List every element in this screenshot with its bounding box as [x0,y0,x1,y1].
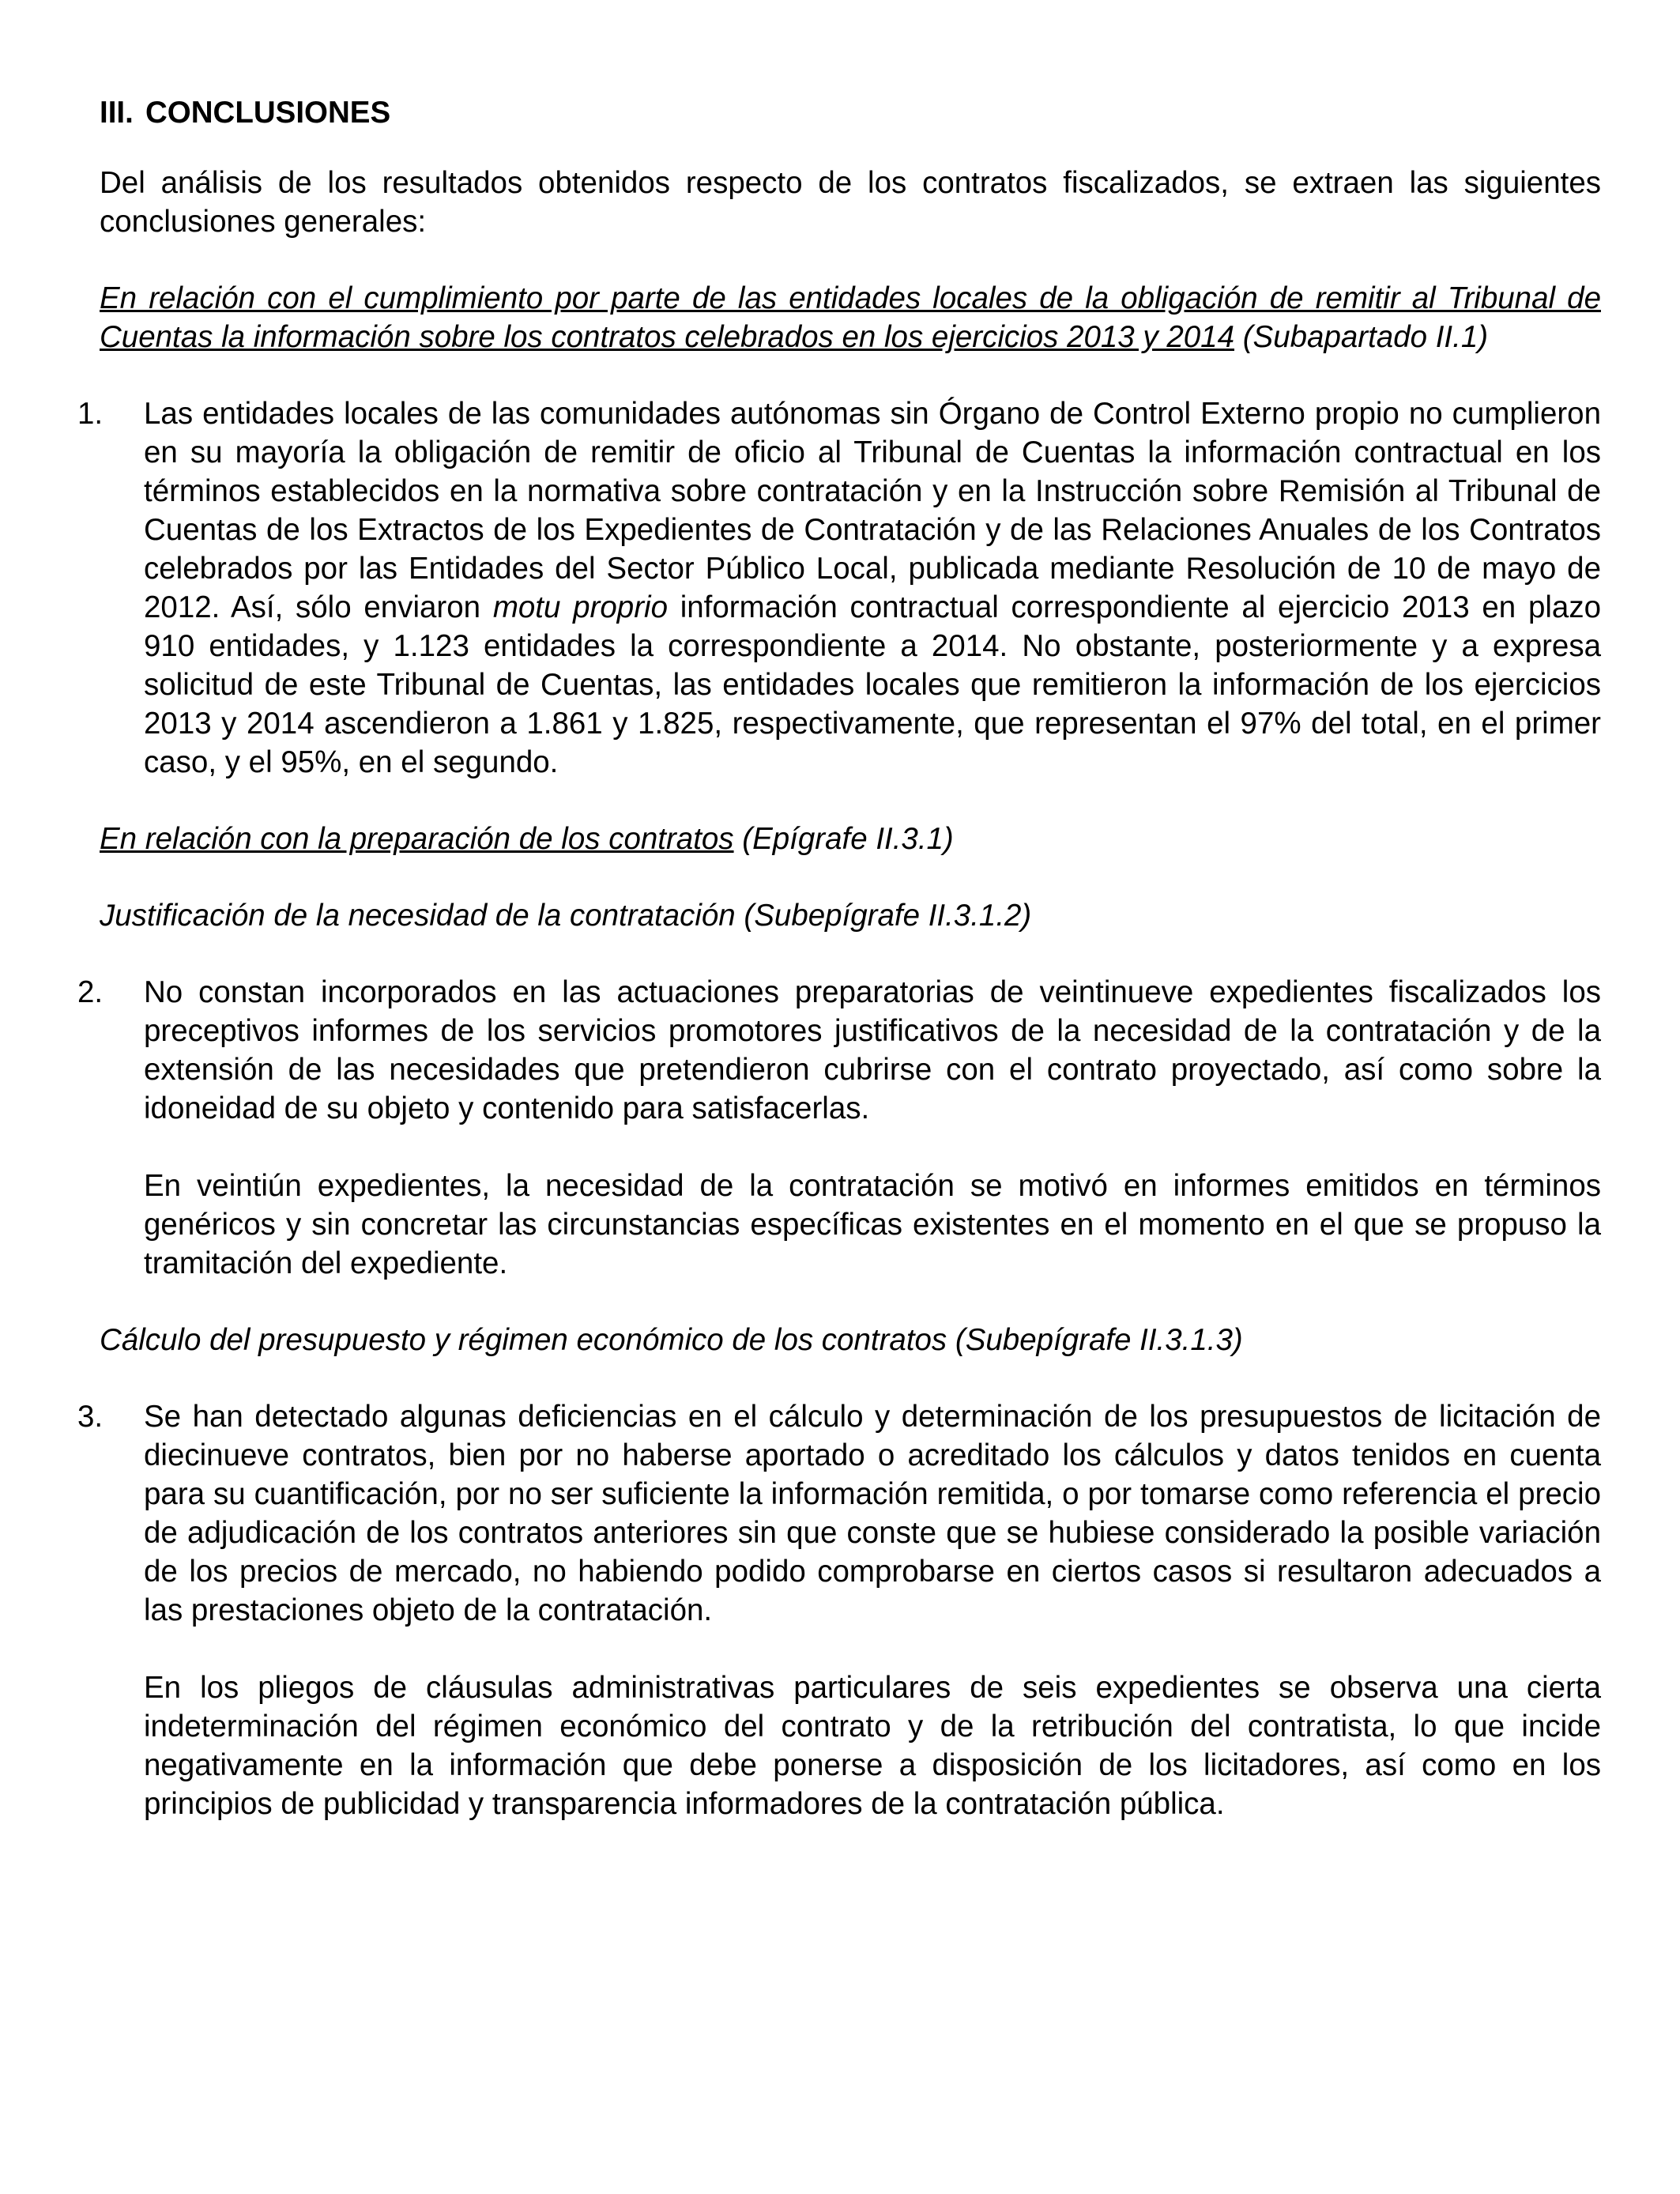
item-number: 2. [77,975,104,1009]
document-page [77,93,1601,1861]
heading-number: III. [100,96,134,130]
subsection-title-budget: Cálculo del presupuesto y régimen económico de los contratos (Subepígrafe II.3.1.3) [100,1323,1243,1357]
item-text-italic: motu proprio [492,590,668,624]
section-title-compliance [100,279,1601,356]
item-paragraph: Se han detectado algunas deficiencias en el cálculo y determinación de los presupuestos de licitación de diecinueve contratos, bien por no haberse aportado o acreditado los cálculos y datos tenidos en cuenta para su cuantificación, por no ser suficiente la información remitida, o por tomarse como referencia el precio de adjudicación de los contratos anteriores sin que conste que se hubiese considerado la posible variación de los precios de mercado, no habiendo podido comprobarse en ciertos casos si resultaron adecuados a las prestaciones objeto de la contratación. [144,1400,1601,1627]
item-number: 3. [77,1400,104,1434]
intro-paragraph: Del análisis de los resultados obtenidos respecto de los contratos fiscalizados, se extraen las siguientes conclusiones generales: [100,166,1601,239]
section-title-preparation-ref: (Epígrafe II.3.1) [733,822,954,856]
section-title-preparation [100,820,1601,858]
item-text-part-b: información contractual correspondiente al ejercicio 2013 en plazo 910 entidades, y 1.123 entidades la correspondiente a 2014. No obstante, posteriormente y a expresa solicitud de este Tribunal de Cuentas, las entidades locales que remitieron la información de los ejercicios 2013 y 2014 ascendieron a 1.861 y 1.825, respectivamente, que representan el 97% del total, en el primer caso, y el 95%, en el segundo. [144,590,1601,779]
section-heading [100,93,1601,132]
section-title-compliance-ref: (Subapartado II.1) [1242,320,1489,354]
item-text-part-a: Las entidades locales de las comunidades autónomas sin Órgano de Control Externo propio no cumplieron en su mayoría la obligación de remitir de oficio al Tribunal de Cuentas la información contractual en los términos establecidos en la normativa sobre contratación y en la Instrucción sobre Remisión al Tribunal de Cuentas de los Extractos de los Expedientes de Contratación y de las Relaciones Anuales de los Contratos celebrados por las Entidades del Sector Público Local, publicada mediante Resolución de 10 de mayo de 2012. Así, sólo enviaron [144,397,1601,624]
section-title-preparation-text: En relación con la preparación de los contratos [100,822,734,856]
item-paragraph: En los pliegos de cláusulas administrativas particulares de seis expedientes se observa una cierta indeterminación del régimen económico del contrato y de la retribución del contratista, lo que incide negativamente en la información que debe ponerse a disposición de los licitadores, así como en los principios de publicidad y transparencia informadores de la contratación pública. [144,1671,1601,1821]
heading-title: CONCLUSIONES [145,96,391,130]
conclusion-item-1 [77,394,1601,782]
section-title-compliance-text: En relación con el cumplimiento por parte de las entidades locales de la obligación de remitir al Tribunal de Cuentas la información sobre los contratos celebrados en los ejercicios 2013 y 2014 [100,281,1601,354]
item-paragraph [144,394,1601,782]
subsection-title-justification: Justificación de la necesidad de la contratación (Subepígrafe II.3.1.2) [100,899,1032,933]
item-paragraph: En veintiún expedientes, la necesidad de la contratación se motivó en informes emitidos en términos genéricos y sin concretar las circunstancias específicas existentes en el momento en el que se propuso la tramitación del expediente. [144,1169,1601,1280]
item-paragraph: No constan incorporados en las actuaciones preparatorias de veintinueve expedientes fiscalizados los preceptivos informes de los servicios promotores justificativos de la necesidad de la contratación y de la extensión de las necesidades que pretendieron cubrirse con el contrato proyectado, así como sobre la idoneidad de su objeto y contenido para satisfacerlas. [144,975,1601,1125]
conclusion-item-2 [77,973,1601,1283]
conclusion-item-3 [77,1397,1601,1823]
item-number: 1. [77,397,104,431]
